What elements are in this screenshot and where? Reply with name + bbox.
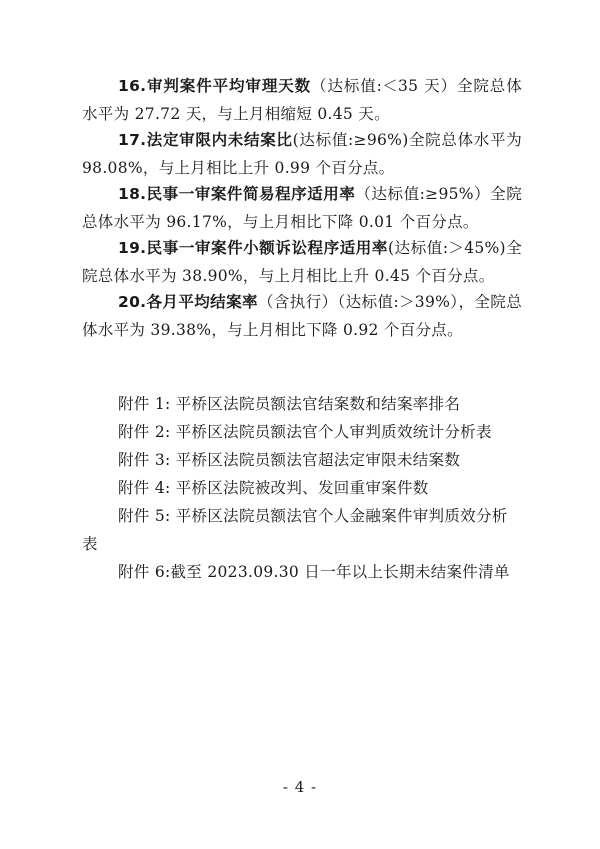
item-17-paragraph [82,126,522,182]
attachment-2: 附件 2: 平桥区法院员额法官个人审判质效统计分析表 [118,423,492,441]
item-16-paragraph [82,72,522,128]
item-18-text: （达标值:≥95%）全院总体水平为 96.17%，与上月相比下降 0.01 个百分点。 [82,185,522,231]
attachment-3: 附件 3: 平桥区法院员额法官超法定审限未结案数 [118,451,461,469]
item-18-heading: 18.民事一审案件简易程序适用率 [118,185,356,203]
item-17-heading: 17.法定审限内未结案比 [118,131,293,149]
item-16-heading: 16.审判案件平均审理天数 [118,77,312,95]
item-19-paragraph [82,234,522,290]
item-18-paragraph [82,180,522,236]
attachment-6: 附件 6:截至 2023.09.30 日一年以上长期未结案件清单 [118,563,510,581]
item-20-text: （含执行）（达标值:＞39%），全院总体水平为 39.38%，与上月相比下降 0.92 个百分点。 [82,293,523,339]
attachment-4: 附件 4: 平桥区法院被改判、发回重审案件数 [118,479,429,497]
attachment-5: 附件 5: 平桥区法院员额法官个人金融案件审判质效分析表 [82,507,508,553]
item-17-text: (达标值:≥96%)全院总体水平为 98.08%，与上月相比上升 0.99 个百分点。 [82,131,523,177]
item-16-text: （达标值:＜35 天）全院总体水平为 27.72 天，与上月相缩短 0.45 天。 [82,77,522,123]
item-19-text: (达标值:＞45%)全院总体水平为 38.90%，与上月相比上升 0.45 个百分点。 [82,239,522,285]
page-number: - 4 - [282,778,318,796]
item-20-heading: 20.各月平均结案率 [118,293,258,311]
item-19-heading: 19.民事一审案件小额诉讼程序适用率 [118,239,388,257]
item-20-paragraph [82,288,522,344]
attachment-1: 附件 1: 平桥区法院员额法官结案数和结案率排名 [118,395,461,413]
